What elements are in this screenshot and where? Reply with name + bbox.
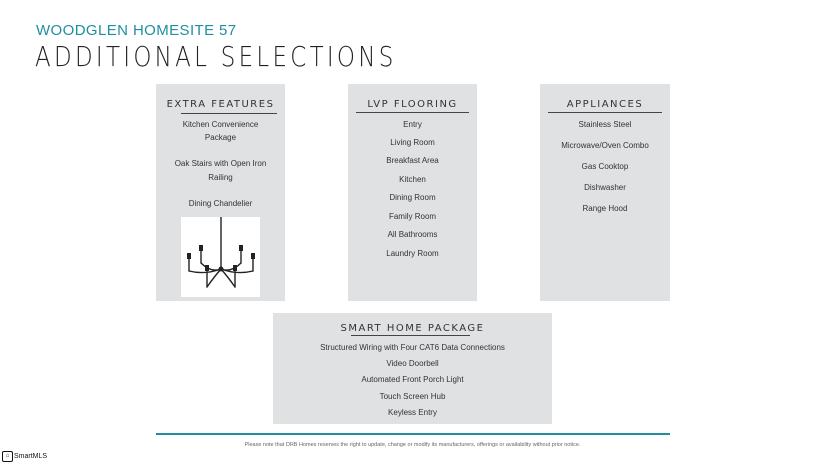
- appliances-heading: APPLIANCES: [566, 99, 644, 110]
- smart-home-heading: SMART HOME PACKAGE: [340, 323, 485, 334]
- house-icon: ⌂: [2, 451, 13, 462]
- list-item: All Bathrooms: [387, 230, 438, 239]
- list-item: Gas Cooktop: [581, 162, 629, 171]
- list-item: Kitchen: [399, 175, 426, 184]
- extra-features-heading: EXTRA FEATURES: [166, 99, 275, 110]
- logo-text: SmartMLS: [14, 453, 48, 460]
- extra-features-panel: [156, 84, 285, 301]
- list-item: Kitchen Convenience: [182, 120, 259, 129]
- community-subtitle: WOODGLEN HOMESITE 57: [36, 22, 237, 39]
- list-item: Dining Room: [389, 193, 436, 202]
- disclaimer-text: Please note that DRB Homes reserves the right to update, change or modify its manufacturers, offerings or availability without prior notice.: [244, 442, 581, 448]
- list-item: Video Doorbell: [386, 359, 439, 368]
- smart-home-rule: [351, 335, 470, 336]
- list-item: Oak Stairs with Open Iron: [174, 159, 267, 168]
- extra-features-rule: [181, 113, 277, 114]
- list-item: Railing: [208, 173, 233, 182]
- chandelier-icon: [181, 217, 260, 297]
- lvp-flooring-panel: [348, 84, 477, 301]
- list-item: Microwave/Oven Combo: [561, 141, 649, 150]
- lvp-flooring-rule: [356, 112, 469, 113]
- chandelier-image: [181, 217, 260, 297]
- list-item: Living Room: [390, 138, 435, 147]
- lvp-flooring-heading: LVP FLOORING: [367, 99, 458, 110]
- appliances-panel: [540, 84, 670, 301]
- footer-divider: [156, 433, 670, 435]
- list-item: Structured Wiring with Four CAT6 Data Connections: [320, 343, 505, 352]
- list-item: Dining Chandelier: [188, 199, 253, 208]
- smartmls-logo: [2, 451, 47, 462]
- list-item: Breakfast Area: [386, 156, 439, 165]
- list-item: Package: [204, 133, 237, 142]
- list-item: Automated Front Porch Light: [361, 375, 464, 384]
- list-item: Keyless Entry: [388, 408, 437, 417]
- list-item: Laundry Room: [386, 249, 439, 258]
- page-title: ADDITIONAL SELECTIONS: [35, 40, 397, 73]
- list-item: Stainless Steel: [578, 120, 632, 129]
- list-item: Range Hood: [582, 204, 628, 213]
- appliances-rule: [548, 112, 662, 113]
- smart-home-panel: [273, 313, 552, 424]
- list-item: Family Room: [388, 212, 437, 221]
- list-item: Dishwasher: [584, 183, 626, 192]
- list-item: Touch Screen Hub: [379, 392, 446, 401]
- list-item: Entry: [403, 120, 422, 129]
